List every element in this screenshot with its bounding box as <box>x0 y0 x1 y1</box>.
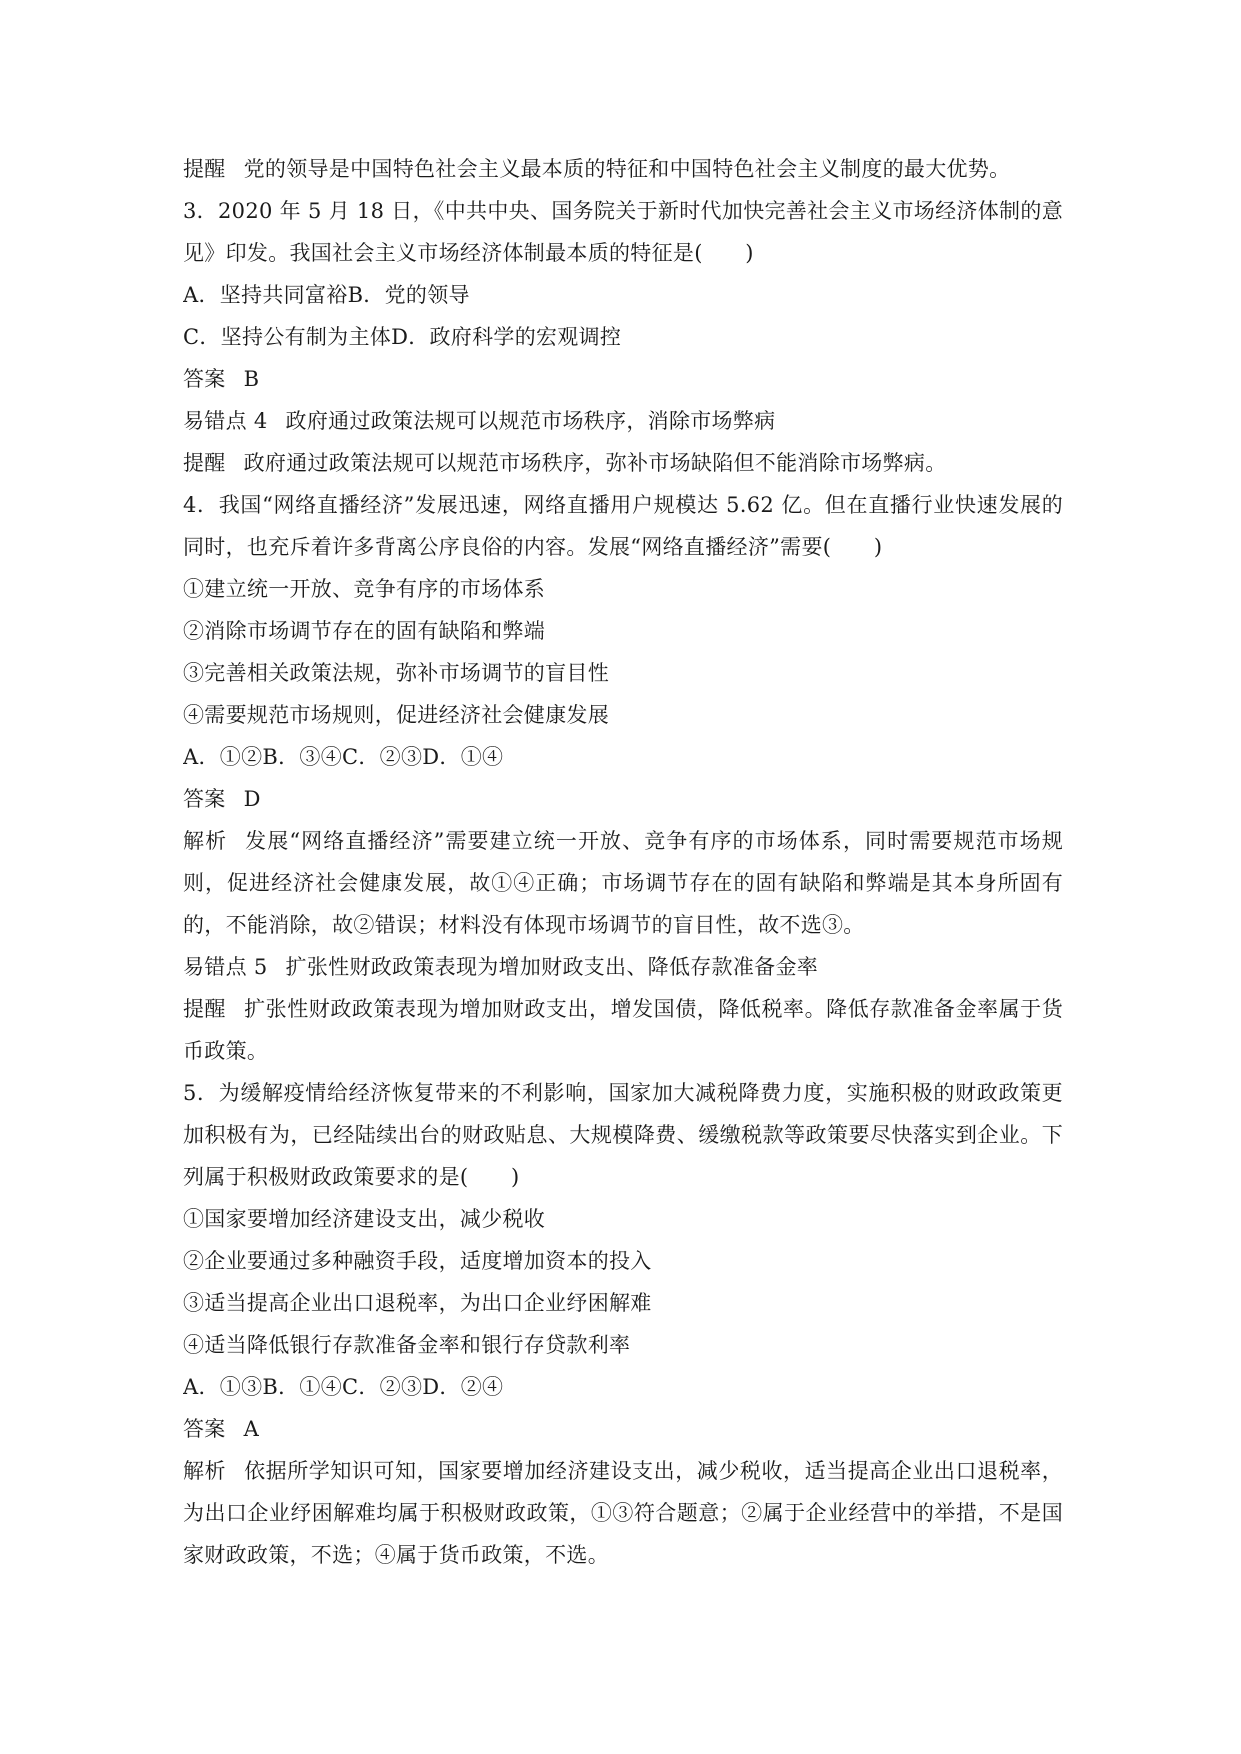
question-5-stem: 5．为缓解疫情给经济恢复带来的不利影响，国家加大减税降费力度，实施积极的财政政策更加积极有为，已经陆续出台的财政贴息、大规模降费、缓缴税款等政策要尽快落实到企业。下列属于积极财政政策要求的是( ) <box>183 1081 1063 1189</box>
reminder-label: 提醒 <box>183 451 226 475</box>
question-5-answer <box>183 1408 1063 1450</box>
question-4-item: ②消除市场调节存在的固有缺陷和弊端 <box>183 619 546 643</box>
answer-value: B <box>243 367 260 391</box>
question-5-item: ②企业要通过多种融资手段，适度增加资本的投入 <box>183 1249 652 1273</box>
error-point-label: 易错点 5 <box>183 955 268 979</box>
question-5-analysis <box>183 1450 1063 1576</box>
reminder-4 <box>183 442 1063 484</box>
question-3-options-cd: C．坚持公有制为主体D．政府科学的宏观调控 <box>183 325 622 349</box>
answer-label: 答案 <box>183 367 226 391</box>
analysis-text: 依据所学知识可知，国家要增加经济建设支出，减少税收，适当提高企业出口退税率，为出口企业纾困解难均属于积极财政政策，①③符合题意；②属于企业经营中的举措，不是国家财政政策，不选；④属于货币政策，不选。 <box>183 1459 1063 1567</box>
analysis-label: 解析 <box>183 829 228 853</box>
reminder-text: 党的领导是中国特色社会主义最本质的特征和中国特色社会主义制度的最大优势。 <box>243 157 1011 181</box>
question-5-item: ④适当降低银行存款准备金率和银行存贷款利率 <box>183 1333 631 1357</box>
question-4-item: ③完善相关政策法规，弥补市场调节的盲目性 <box>183 661 609 685</box>
answer-label: 答案 <box>183 787 226 811</box>
reminder-label: 提醒 <box>183 997 227 1021</box>
question-4-analysis <box>183 820 1063 946</box>
answer-value: A <box>243 1417 260 1441</box>
question-4-item: ④需要规范市场规则，促进经济社会健康发展 <box>183 703 609 727</box>
error-point-label: 易错点 4 <box>183 409 268 433</box>
analysis-label: 解析 <box>183 1459 227 1483</box>
question-5-options: A．①③B．①④C．②③D．②④ <box>183 1375 504 1399</box>
answer-value: D <box>243 787 261 811</box>
question-4-stem: 4．我国“网络直播经济”发展迅速，网络直播用户规模达 5.62 亿。但在直播行业快速发展的同时，也充斥着许多背离公序良俗的内容。发展“网络直播经济”需要( ) <box>183 493 1063 559</box>
question-5-item: ①国家要增加经济建设支出，减少税收 <box>183 1207 546 1231</box>
question-4-options: A．①②B．③④C．②③D．①④ <box>183 745 504 769</box>
error-point-5 <box>183 946 1063 988</box>
error-point-4 <box>183 400 1063 442</box>
question-3-answer <box>183 358 1063 400</box>
reminder-label: 提醒 <box>183 157 226 181</box>
question-3-stem: 3．2020 年 5 月 18 日，《中共中央、国务院关于新时代加快完善社会主义市场经济体制的意见》印发。我国社会主义市场经济体制最本质的特征是( ) <box>183 199 1063 265</box>
document-page <box>183 148 1063 1576</box>
question-5-item: ③适当提高企业出口退税率，为出口企业纾困解难 <box>183 1291 652 1315</box>
question-3-options-ab: A．坚持共同富裕B．党的领导 <box>183 283 470 307</box>
reminder-text: 政府通过政策法规可以规范市场秩序，弥补市场缺陷但不能消除市场弊病。 <box>243 451 947 475</box>
answer-label: 答案 <box>183 1417 226 1441</box>
question-4-answer <box>183 778 1063 820</box>
reminder-5 <box>183 988 1063 1072</box>
analysis-text: 发展“网络直播经济”需要建立统一开放、竞争有序的市场体系，同时需要规范市场规则，促进经济社会健康发展，故①④正确；市场调节存在的固有缺陷和弊端是其本身所固有的，不能消除，故②错误；材料没有体现市场调节的盲目性，故不选③。 <box>183 829 1063 937</box>
question-4-item: ①建立统一开放、竞争有序的市场体系 <box>183 577 546 601</box>
reminder-text: 扩张性财政政策表现为增加财政支出，增发国债，降低税率。降低存款准备金率属于货币政策。 <box>183 997 1063 1063</box>
error-point-text: 政府通过政策法规可以规范市场秩序，消除市场弊病 <box>285 409 776 433</box>
error-point-text: 扩张性财政政策表现为增加财政支出、降低存款准备金率 <box>285 955 819 979</box>
reminder-3 <box>183 148 1063 190</box>
